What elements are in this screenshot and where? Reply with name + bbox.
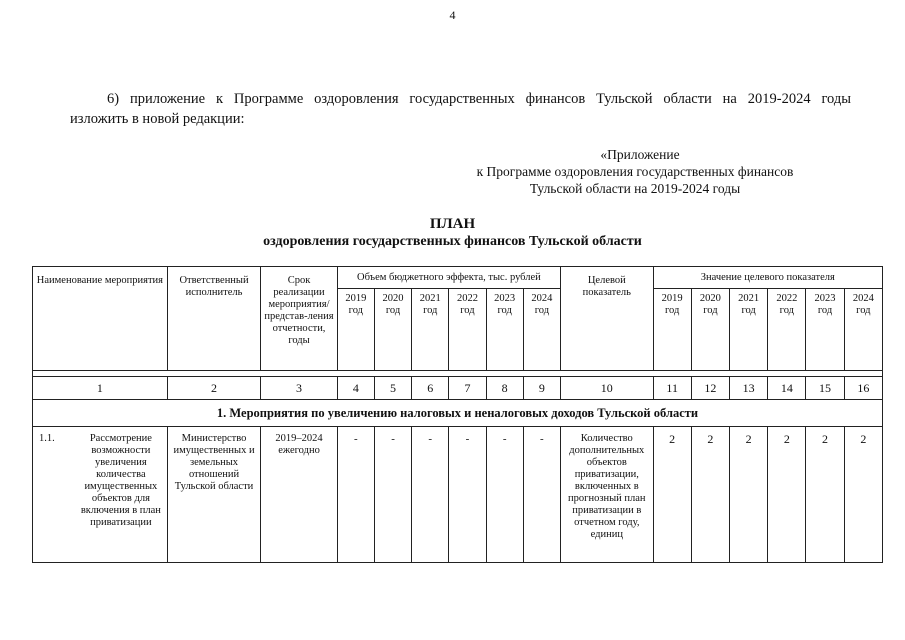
- header-term: Срок реализации мероприятия/ представ-ления отчетности, годы: [261, 267, 337, 371]
- column-number: 7: [449, 377, 486, 400]
- row-number: 1.1.: [39, 433, 55, 444]
- column-number: 1: [33, 377, 168, 400]
- row-term: 2019–2024 ежегодно: [261, 427, 337, 563]
- plan-table: [32, 266, 883, 563]
- header-executor: Ответственный исполнитель: [167, 267, 261, 371]
- table-row: [33, 427, 883, 563]
- row-budget-2022: -: [449, 427, 486, 563]
- value-year-2023: 2023 год: [806, 289, 844, 371]
- row-value-2020: 2: [691, 427, 729, 563]
- row-budget-2019: -: [337, 427, 374, 563]
- column-number: 9: [523, 377, 560, 400]
- budget-year-2022: 2022 год: [449, 289, 486, 371]
- plan-subtitle: оздоровления государственных финансов Тульской области: [263, 234, 642, 249]
- column-number: 14: [768, 377, 806, 400]
- row-value-2024: 2: [844, 427, 882, 563]
- row-value-2021: 2: [730, 427, 768, 563]
- value-year-2019: 2019 год: [653, 289, 691, 371]
- row-indicator: Количество дополнительных объектов приватизации, включенных в прогнозный план приватизации в отчетном году, единиц: [561, 427, 654, 563]
- value-year-2021: 2021 год: [730, 289, 768, 371]
- column-number: 11: [653, 377, 691, 400]
- row-value-2023: 2: [806, 427, 844, 563]
- budget-year-2021: 2021 год: [412, 289, 449, 371]
- intro-text-line2: изложить в новой редакции:: [70, 111, 245, 127]
- column-number: 13: [730, 377, 768, 400]
- column-number: 8: [486, 377, 523, 400]
- row-name-cell: [33, 427, 168, 563]
- column-number: 4: [337, 377, 374, 400]
- appendix-heading-line1: «Приложение: [600, 147, 680, 162]
- row-budget-2020: -: [374, 427, 411, 563]
- header-target-value: Значение целевого показателя: [653, 267, 882, 289]
- row-budget-2024: -: [523, 427, 560, 563]
- row-value-2022: 2: [768, 427, 806, 563]
- budget-year-2019: 2019 год: [337, 289, 374, 371]
- column-number: 10: [561, 377, 654, 400]
- row-budget-2021: -: [412, 427, 449, 563]
- section-title: 1. Мероприятия по увеличению налоговых и неналоговых доходов Тульской области: [33, 400, 883, 427]
- row-name: Рассмотрение возможности увеличения количества имущественных объектов для включения в план приватизации: [80, 433, 161, 528]
- intro-text-line1: 6) приложение к Программе оздоровления государственных финансов Тульской области на 2019-2024 годы: [107, 91, 851, 107]
- page-number: 4: [449, 8, 456, 22]
- column-number: 15: [806, 377, 844, 400]
- budget-year-2023: 2023 год: [486, 289, 523, 371]
- budget-year-2024: 2024 год: [523, 289, 560, 371]
- plan-title: ПЛАН: [429, 216, 476, 232]
- column-number: 2: [167, 377, 261, 400]
- budget-year-2020: 2020 год: [374, 289, 411, 371]
- column-number: 6: [412, 377, 449, 400]
- column-number: 3: [261, 377, 337, 400]
- value-year-2022: 2022 год: [768, 289, 806, 371]
- value-year-2020: 2020 год: [691, 289, 729, 371]
- value-year-2024: 2024 год: [844, 289, 882, 371]
- column-number: 16: [844, 377, 882, 400]
- appendix-heading-line3: Тульской области на 2019-2024 годы: [529, 181, 741, 196]
- header-target-indicator: Целевой показатель: [561, 267, 654, 371]
- appendix-heading-line2: к Программе оздоровления государственных финансов: [476, 164, 794, 179]
- row-value-2019: 2: [653, 427, 691, 563]
- column-number: 5: [374, 377, 411, 400]
- row-executor: Министерство имущественных и земельных отношений Тульской области: [167, 427, 261, 563]
- row-budget-2023: -: [486, 427, 523, 563]
- header-name: Наименование мероприятия: [33, 267, 168, 371]
- header-budget-effect: Объем бюджетного эффекта, тыс. рублей: [337, 267, 560, 289]
- column-number: 12: [691, 377, 729, 400]
